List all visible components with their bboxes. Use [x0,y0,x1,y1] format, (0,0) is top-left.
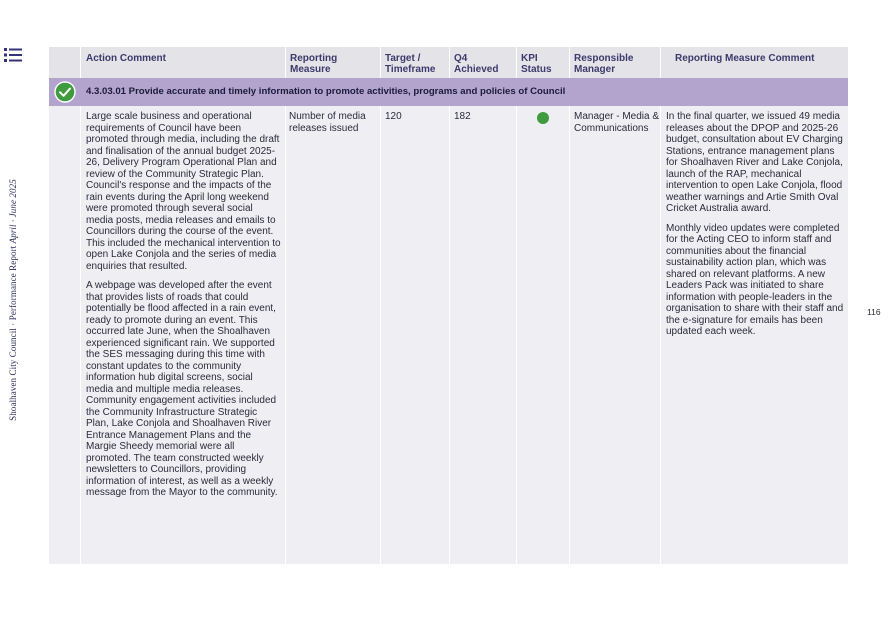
action-table [49,47,848,564]
measure-comment-paragraph: Monthly video updates were completed for the Acting CEO to inform staff and communities about the financial sustainability action plan, which was shared on relevant platforms. A new Leaders Pack was initiated to share information with people-leaders in the organisation to share with their staff and the e-signature for emails has been updated each week. [666,222,844,337]
page-number: 116 [867,307,881,317]
responsible-manager-cell: Manager - Media & Communications [574,111,660,134]
column-divider [660,47,661,78]
column-divider [80,106,81,564]
action-comment-paragraph: A webpage was developed after the event that provides lists of roads that could potentially be flood affected in a rain event, ready to promote during an event. This occurred late June, when the Shoalhaven experienced significant rain. We supported the SES messaging during this time with constant updates to the community information hub digital screens, social media and multiple media releases. Community engagement activities included the Community Infrastructure Strategic Plan, Lake Conjola and Shoalhaven River Entrance Management Plans and the Margie Sheedy memorial were all promoted. The team constructed weekly newsletters to Councillors, providing information of interest, as well as a weekly message from the Mayor to the community. [86,280,278,498]
column-divider [569,106,570,564]
action-comment-cell [86,111,282,507]
reporting-measure-comment-cell [666,111,846,346]
document-side-title [8,179,18,421]
header-target-timeframe: Target / Timeframe [385,53,436,75]
column-divider [449,106,450,564]
column-divider [80,47,81,78]
side-title-prefix: Shoalhaven City Council · Performance Report [8,243,18,421]
header-action-comment: Action Comment [86,53,166,64]
section-band [49,78,848,106]
kpi-status-dot [537,112,549,124]
header-reporting-measure-comment: Reporting Measure Comment [675,53,815,64]
column-divider [380,47,381,78]
header-q4-achieved: Q4 Achieved [454,53,499,75]
q4-achieved-cell: 182 [454,111,471,122]
check-circle-icon [54,81,76,103]
column-divider [660,106,661,564]
header-reporting-measure: Reporting Measure [290,53,338,75]
side-title-period: April · June 2025 [8,179,18,244]
section-title: 4.3.03.01 Provide accurate and timely information to promote activities, programs and policies of Council [86,86,566,97]
header-responsible-manager: Responsible Manager [574,53,634,75]
column-divider [569,47,570,78]
column-divider [285,47,286,78]
column-divider [516,47,517,78]
column-divider [449,47,450,78]
menu-icon[interactable] [4,47,22,63]
reporting-measure-cell: Number of media releases issued [289,111,366,134]
measure-comment-paragraph: In the final quarter, we issued 49 media releases about the DPOP and 2025-26 budget, consultation about EV Charging Stations, entrance management plans for Shoalhaven River and Lake Conjola, launch of the RAP, mechanical intervention to open Lake Conjola, flood weather warnings and Artie Smith Oval Cricket Australia award. [666,111,843,214]
header-kpi-status: KPI Status [521,53,552,75]
column-divider [285,106,286,564]
column-divider [380,106,381,564]
target-cell: 120 [385,111,402,122]
column-divider [516,106,517,564]
action-comment-paragraph: Large scale business and operational requirements of Council have been promoted through media, including the draft and finalisation of the annual budget 2025-26, Delivery Program Operational Plan and review of the Community Strategic Plan. Council's response and the impacts of the rain events during the April long weekend were promoted through several social media posts, media releases and emails to Councillors during the course of the event. This included the mechanical intervention to open Lake Conjola and the series of media enquiries that resulted. [86,111,281,272]
